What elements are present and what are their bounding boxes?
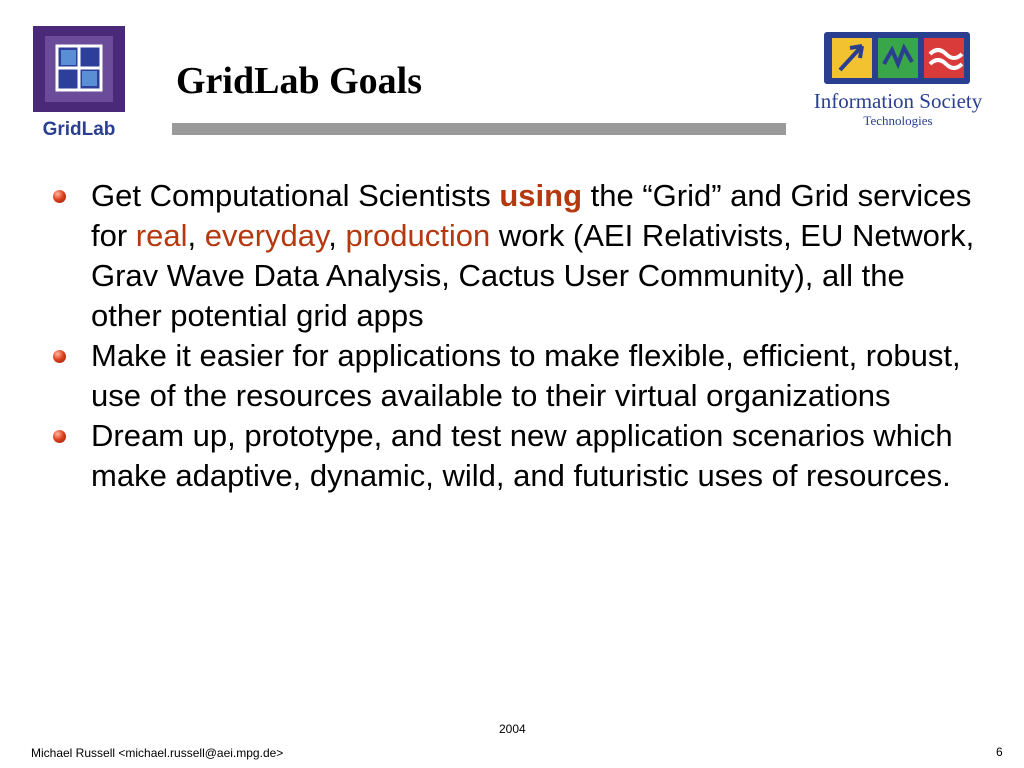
bullet-icon [53, 350, 66, 363]
bullet-1-text-a: Get Computational Scientists [91, 178, 500, 213]
ist-logo [798, 26, 998, 132]
footer-author: Michael Russell <michael.russell@aei.mpg.de> [31, 746, 284, 760]
bullet-1-highlight-everyday: everyday [204, 218, 329, 253]
slide-title: GridLab Goals [176, 60, 422, 102]
bullet-icon [53, 430, 66, 443]
gridlab-logo [31, 24, 131, 142]
bullet-2-text: Make it easier for applications to make flexible, efficient, robust, use of the resources available to their virtual organizations [91, 338, 961, 413]
bullet-item [53, 176, 983, 336]
bullet-icon [53, 190, 66, 203]
bullet-1-text-b: the “Grid” and Grid services for [91, 178, 972, 253]
bullet-1-highlight-production: production [345, 218, 491, 253]
bullet-list [53, 176, 983, 496]
bullet-3-text: Dream up, prototype, and test new application scenarios which make adaptive, dynamic, wild, and futuristic uses of resources. [91, 418, 953, 493]
bullet-item [53, 416, 983, 496]
bullet-1-text-c: work (AEI Relativists, EU Network, Grav Wave Data Analysis, Cactus User Community), all the other potential grid apps [91, 218, 975, 333]
bullet-item [53, 336, 983, 416]
ist-logo-line2: Technologies [863, 113, 933, 128]
bullet-1-highlight-real: real [135, 218, 188, 253]
page-number: 6 [996, 745, 1003, 759]
bullet-1-comma-2: , [328, 218, 346, 253]
ist-logo-line1: Information Society [813, 89, 983, 113]
bullet-1-comma-1: , [187, 218, 205, 253]
gridlab-logo-text: GridLab [42, 119, 116, 140]
title-divider [172, 123, 786, 135]
footer-date: 2004 [499, 722, 526, 736]
bullet-1-highlight-using: using [499, 178, 583, 213]
